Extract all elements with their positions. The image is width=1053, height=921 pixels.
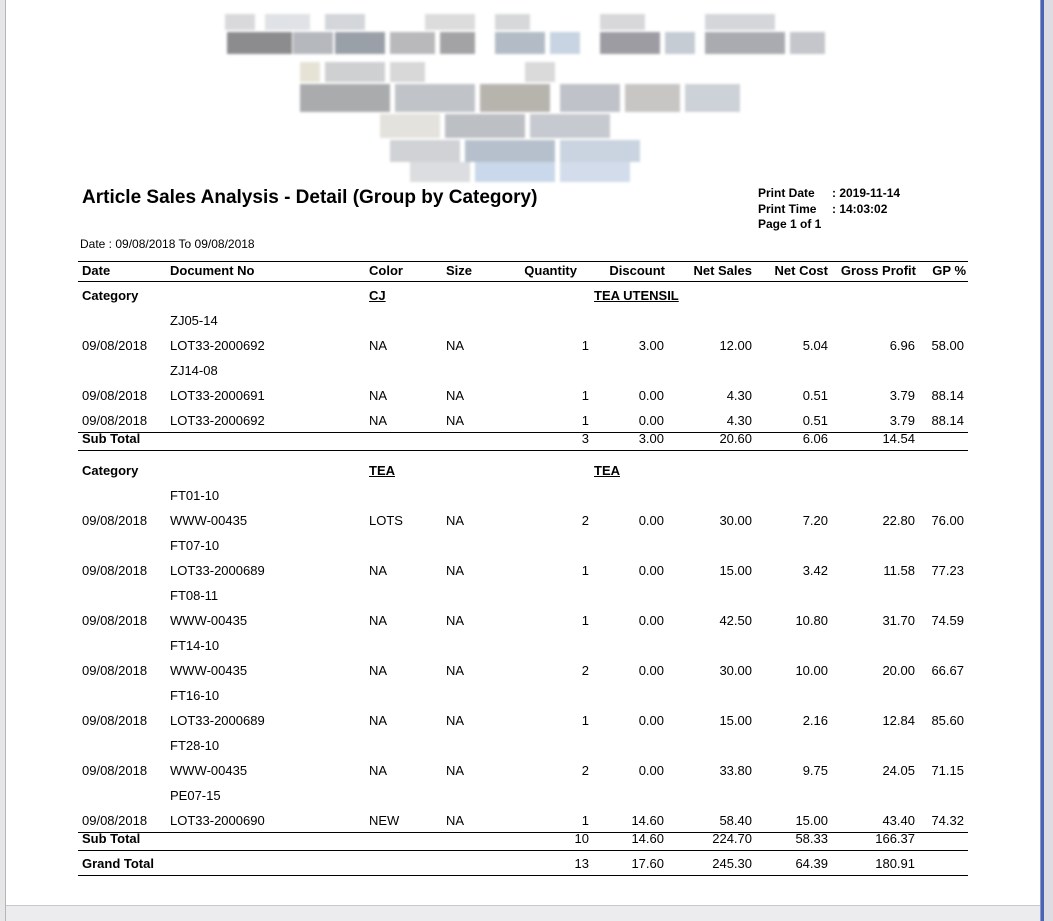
grand-total-rule: [78, 875, 968, 876]
row-discount: 0.00: [638, 763, 664, 778]
row-gross-profit: 6.96: [889, 338, 915, 353]
article-code: PE07-15: [170, 788, 221, 803]
row-document-no: WWW-00435: [170, 763, 248, 778]
row-date: 09/08/2018: [82, 713, 148, 728]
total-quantity: 3: [581, 431, 589, 446]
row-discount: 0.00: [638, 613, 664, 628]
print-date-label: Print Date: [758, 186, 815, 200]
row-gross-profit: 31.70: [882, 613, 915, 628]
total-discount: 3.00: [638, 431, 664, 446]
viewer-bottom-edge: [6, 905, 1040, 921]
total-gross-profit: 180.91: [875, 856, 915, 871]
total-net-sales: 20.60: [719, 431, 752, 446]
row-gp-percent: 71.15: [931, 763, 964, 778]
row-gp-percent: 85.60: [931, 713, 964, 728]
column-header: Net Sales: [693, 263, 752, 278]
row-size: NA: [446, 563, 465, 578]
row-size: NA: [446, 763, 465, 778]
row-gross-profit: 20.00: [882, 663, 915, 678]
row-size: NA: [446, 413, 465, 428]
total-gross-profit: 166.37: [875, 831, 915, 846]
row-net-sales: 15.00: [719, 713, 752, 728]
row-gp-percent: 74.59: [931, 613, 964, 628]
row-net-cost: 5.04: [802, 338, 828, 353]
row-gross-profit: 12.84: [882, 713, 915, 728]
article-code: FT28-10: [170, 738, 220, 753]
viewer-scrollbar-edge[interactable]: [1040, 0, 1053, 921]
row-quantity: 1: [581, 613, 589, 628]
total-gross-profit: 14.54: [882, 431, 915, 446]
header-top-rule: [78, 261, 968, 262]
row-color: NA: [369, 388, 388, 403]
total-label: Grand Total: [82, 856, 154, 871]
row-color: NA: [369, 563, 388, 578]
row-size: NA: [446, 388, 465, 403]
row-discount: 0.00: [638, 513, 664, 528]
row-size: NA: [446, 663, 465, 678]
page-number: Page 1 of 1: [758, 217, 822, 231]
total-quantity: 10: [574, 831, 589, 846]
category-label: Category: [82, 463, 139, 478]
row-color: LOTS: [369, 513, 403, 528]
row-net-sales: 15.00: [719, 563, 752, 578]
column-header: Net Cost: [774, 263, 828, 278]
row-document-no: WWW-00435: [170, 663, 248, 678]
row-quantity: 2: [581, 663, 589, 678]
row-net-sales: 33.80: [719, 763, 752, 778]
row-color: NA: [369, 663, 388, 678]
column-header: Document No: [170, 263, 255, 278]
row-date: 09/08/2018: [82, 613, 148, 628]
row-quantity: 1: [581, 338, 589, 353]
row-date: 09/08/2018: [82, 388, 148, 403]
row-discount: 0.00: [638, 388, 664, 403]
row-color: NA: [369, 338, 388, 353]
row-document-no: LOT33-2000689: [170, 563, 265, 578]
row-document-no: LOT33-2000692: [170, 413, 265, 428]
row-discount: 0.00: [638, 413, 664, 428]
row-size: NA: [446, 813, 465, 828]
row-net-cost: 3.42: [802, 563, 828, 578]
row-document-no: LOT33-2000689: [170, 713, 265, 728]
row-discount: 0.00: [638, 713, 664, 728]
row-net-sales: 12.00: [719, 338, 752, 353]
print-time-label: Print Time: [758, 202, 817, 216]
row-net-cost: 2.16: [802, 713, 828, 728]
row-discount: 3.00: [638, 338, 664, 353]
row-gross-profit: 3.79: [889, 388, 915, 403]
header-bottom-rule: [78, 281, 968, 282]
row-gp-percent: 88.14: [931, 388, 964, 403]
row-gp-percent: 76.00: [931, 513, 964, 528]
row-net-cost: 0.51: [802, 388, 828, 403]
row-quantity: 1: [581, 413, 589, 428]
column-header: Gross Profit: [840, 263, 916, 278]
row-gross-profit: 3.79: [889, 413, 915, 428]
row-gp-percent: 74.32: [931, 813, 964, 828]
total-net-sales: 245.30: [712, 856, 752, 871]
row-color: NA: [369, 763, 388, 778]
row-net-sales: 4.30: [726, 413, 752, 428]
print-date-value: : 2019-11-14: [832, 186, 901, 200]
row-quantity: 1: [581, 713, 589, 728]
column-header: Quantity: [524, 263, 577, 278]
category-name: TEA UTENSIL: [594, 288, 679, 303]
total-discount: 14.60: [631, 831, 664, 846]
group-end-rule: [78, 850, 968, 851]
row-date: 09/08/2018: [82, 763, 148, 778]
row-gross-profit: 24.05: [882, 763, 915, 778]
row-gross-profit: 43.40: [882, 813, 915, 828]
row-size: NA: [446, 338, 465, 353]
article-code: FT14-10: [170, 638, 220, 653]
row-document-no: WWW-00435: [170, 513, 248, 528]
row-color: NA: [369, 713, 388, 728]
row-color: NA: [369, 413, 388, 428]
row-date: 09/08/2018: [82, 413, 148, 428]
row-net-cost: 0.51: [802, 413, 828, 428]
row-net-sales: 58.40: [719, 813, 752, 828]
category-label: Category: [82, 288, 139, 303]
print-time-value: : 14:03:02: [832, 202, 888, 216]
row-size: NA: [446, 713, 465, 728]
report-title: Article Sales Analysis - Detail (Group by Category): [82, 187, 538, 208]
date-range: Date : 09/08/2018 To 09/08/2018: [80, 237, 255, 251]
row-gp-percent: 66.67: [931, 663, 964, 678]
row-quantity: 1: [581, 388, 589, 403]
redacted-company-header: [215, 12, 835, 187]
row-net-cost: 15.00: [795, 813, 828, 828]
row-net-cost: 10.00: [795, 663, 828, 678]
total-label: Sub Total: [82, 431, 141, 446]
row-discount: 14.60: [631, 813, 664, 828]
category-code: CJ: [369, 288, 386, 303]
row-size: NA: [446, 513, 465, 528]
column-header: GP %: [932, 263, 966, 278]
row-net-cost: 10.80: [795, 613, 828, 628]
row-gp-percent: 88.14: [931, 413, 964, 428]
row-color: NEW: [369, 813, 400, 828]
row-color: NA: [369, 613, 388, 628]
row-net-sales: 4.30: [726, 388, 752, 403]
total-net-cost: 58.33: [795, 831, 828, 846]
group-end-rule: [78, 450, 968, 451]
row-discount: 0.00: [638, 663, 664, 678]
total-net-sales: 224.70: [712, 831, 752, 846]
article-code: FT07-10: [170, 538, 220, 553]
row-discount: 0.00: [638, 563, 664, 578]
row-net-cost: 9.75: [802, 763, 828, 778]
row-date: 09/08/2018: [82, 663, 148, 678]
column-header: Size: [446, 263, 473, 278]
row-gross-profit: 11.58: [883, 563, 915, 578]
total-net-cost: 6.06: [802, 431, 828, 446]
total-label: Sub Total: [82, 831, 141, 846]
article-code: FT16-10: [170, 688, 220, 703]
row-size: NA: [446, 613, 465, 628]
row-quantity: 2: [581, 513, 589, 528]
row-gp-percent: 77.23: [931, 563, 964, 578]
row-document-no: WWW-00435: [170, 613, 248, 628]
row-quantity: 1: [581, 813, 589, 828]
row-date: 09/08/2018: [82, 563, 148, 578]
category-name: TEA: [594, 463, 620, 478]
row-document-no: LOT33-2000692: [170, 338, 265, 353]
category-code: TEA: [369, 463, 395, 478]
row-quantity: 2: [581, 763, 589, 778]
row-quantity: 1: [581, 563, 589, 578]
row-gp-percent: 58.00: [931, 338, 964, 353]
row-date: 09/08/2018: [82, 338, 148, 353]
row-net-sales: 42.50: [719, 613, 752, 628]
row-document-no: LOT33-2000691: [170, 388, 265, 403]
article-code: ZJ05-14: [170, 313, 218, 328]
row-net-sales: 30.00: [719, 663, 752, 678]
row-net-sales: 30.00: [719, 513, 752, 528]
row-net-cost: 7.20: [802, 513, 828, 528]
article-code: ZJ14-08: [170, 363, 218, 378]
article-code: FT08-11: [170, 588, 219, 603]
total-discount: 17.60: [631, 856, 664, 871]
row-document-no: LOT33-2000690: [170, 813, 265, 828]
row-date: 09/08/2018: [82, 513, 148, 528]
row-date: 09/08/2018: [82, 813, 148, 828]
total-quantity: 13: [574, 856, 589, 871]
column-header: Date: [82, 263, 111, 278]
total-net-cost: 64.39: [795, 856, 828, 871]
article-code: FT01-10: [170, 488, 220, 503]
column-header: Color: [369, 263, 403, 278]
column-header: Discount: [609, 263, 665, 278]
row-gross-profit: 22.80: [882, 513, 915, 528]
